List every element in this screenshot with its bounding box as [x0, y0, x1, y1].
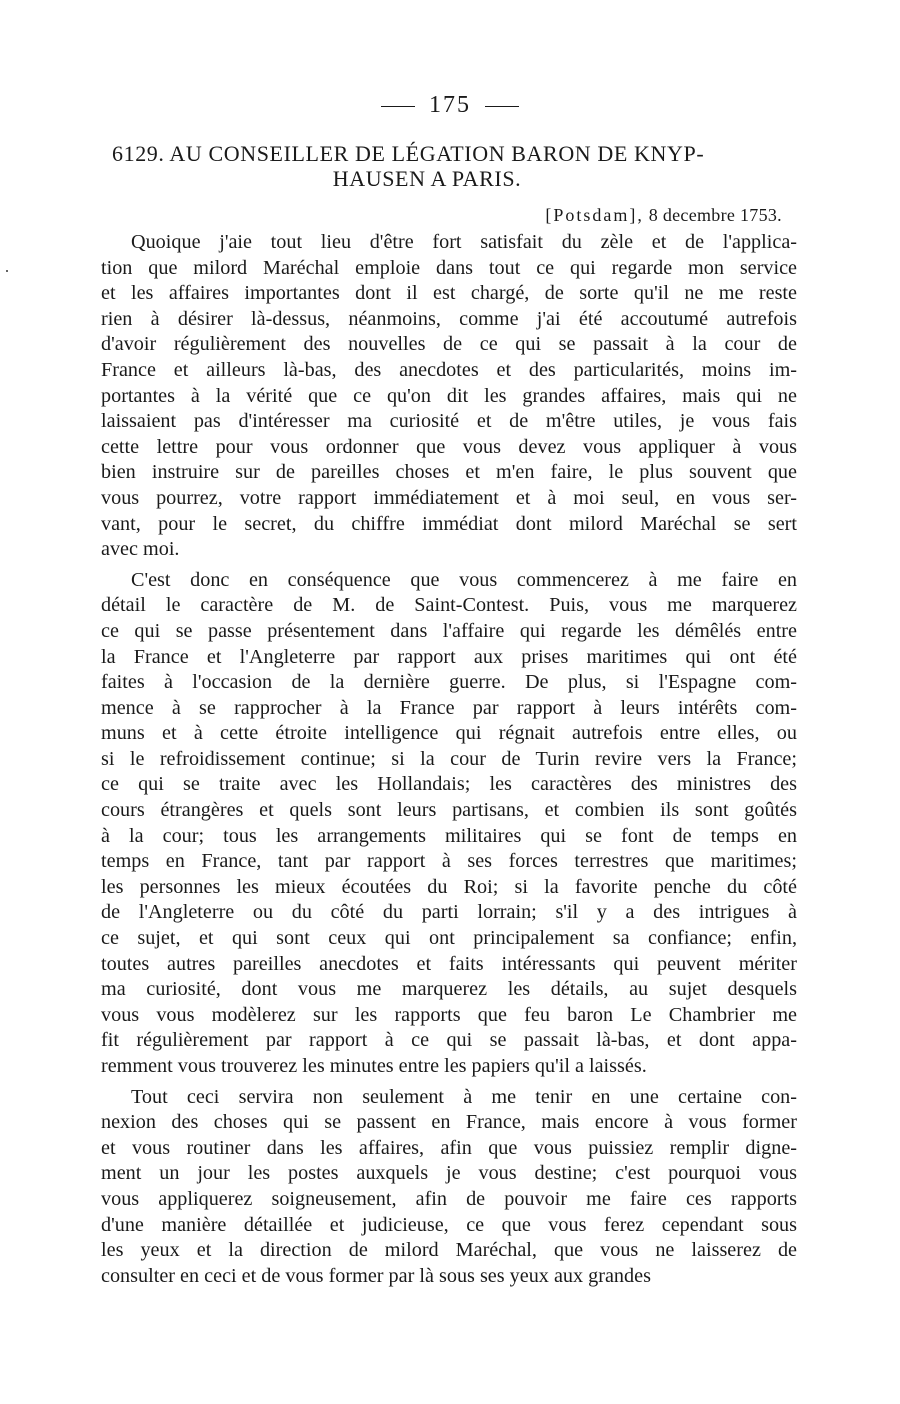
- dateline: [0, 205, 782, 226]
- text-line: de l'Angleterre ou du côté du parti lorrain; s'il y a des intrigues à: [101, 901, 797, 924]
- letter-body: [101, 230, 797, 1289]
- text-line: vous pourrez, votre rapport immédiatement et à moi seul, en vous ser-: [101, 486, 797, 509]
- page-number: [0, 92, 900, 119]
- text-line: fit régulièrement par rapport à ce qui se passait là-bas, et dont appa-: [101, 1029, 797, 1052]
- text-line: vous vous modèlerez sur les rapports que feu baron Le Chambrier me: [101, 1003, 797, 1026]
- text-line: ce sujet, et qui sont ceux qui ont principalement sa confiance; enfin,: [101, 927, 797, 950]
- folio-dash-right: [485, 106, 519, 107]
- dateline-date: 8 decembre 1753.: [648, 205, 782, 225]
- text-line: et vous routiner dans les affaires, afin que vous puissiez remplir digne-: [101, 1136, 797, 1159]
- text-line: remment vous trouverez les minutes entre les papiers qu'il a laissés.: [101, 1055, 647, 1077]
- text-line: les personnes les mieux écoutées du Roi; si la favorite penche du côté: [101, 875, 797, 898]
- margin-speck: [6, 270, 8, 272]
- text-line: si le refroidissement continue; si la cour de Turin revire vers la France;: [101, 747, 797, 770]
- text-line: consulter en ceci et de vous former par là sous ses yeux aux grandes: [101, 1264, 651, 1287]
- text-line: bien instruire sur de pareilles choses et m'en faire, le plus souvent que: [101, 461, 797, 484]
- text-line: C'est donc en conséquence que vous commencerez à me faire en: [131, 568, 797, 591]
- text-line: tion que milord Maréchal emploie dans tout ce qui regarde mon service: [101, 256, 797, 279]
- page-number-text: 175: [429, 92, 471, 118]
- text-line: Quoique j'aie tout lieu d'être fort satisfait du zèle et de l'applica-: [131, 231, 797, 253]
- text-line: toutes autres pareilles anecdotes et faits intéressants qui peuvent mériter: [101, 952, 797, 975]
- heading-line-2: HAUSEN A PARIS.: [332, 166, 522, 191]
- text-line: la France et l'Angleterre par rapport aux prises maritimes qui ont été: [101, 645, 797, 668]
- text-line: mence à se rapprocher à la France par rapport à leurs intérêts com-: [101, 696, 797, 719]
- text-line: avec moi.: [101, 538, 180, 561]
- folio-dash-left: [381, 106, 415, 107]
- dateline-place: [Potsdam],: [545, 205, 644, 225]
- text-line: d'une manière détaillée et judicieuse, ce que vous ferez cependant sous: [101, 1213, 797, 1236]
- paragraph: [101, 1085, 797, 1290]
- text-line: portantes à la vérité que ce qu'on dit les grandes affaires, mais qui ne: [101, 384, 797, 407]
- text-line: Tout ceci servira non seulement à me tenir en une certaine con-: [131, 1085, 797, 1108]
- paragraph: [101, 568, 797, 1080]
- text-line: ma curiosité, dont vous me marquerez les détails, au sujet desquels: [101, 978, 797, 1001]
- text-line: vant, pour le secret, du chiffre immédiat dont milord Maréchal se sert: [101, 512, 797, 535]
- text-line: les yeux et la direction de milord Maréchal, que vous ne laisserez de: [101, 1239, 797, 1262]
- letter-heading: [112, 141, 782, 191]
- text-line: et les affaires importantes dont il est chargé, de sorte qu'il ne me reste: [101, 282, 797, 305]
- text-line: laissaient pas d'intéresser ma curiosité et de m'être utiles, je vous fais: [101, 410, 797, 433]
- text-line: France et ailleurs là-bas, des anecdotes et des particularités, moins im-: [101, 358, 797, 381]
- text-line: ce qui se traite avec les Hollandais; les caractères des ministres des: [101, 773, 797, 796]
- text-line: cette lettre pour vous ordonner que vous devez vous appliquer à vous: [101, 435, 797, 458]
- text-line: faites à l'occasion de la dernière guerre. De plus, si l'Espagne com-: [101, 671, 797, 694]
- paragraph: [101, 230, 797, 563]
- text-line: d'avoir régulièrement des nouvelles de ce qui se passait à la cour de: [101, 333, 797, 356]
- text-line: rien à désirer là-dessus, néanmoins, comme j'ai été accoutumé autrefois: [101, 307, 797, 330]
- text-line: cours étrangères et quels sont leurs partisans, et combien ils sont goûtés: [101, 799, 797, 822]
- text-line: ce qui se passe présentement dans l'affaire qui regarde les démêlés entre: [101, 619, 797, 642]
- text-line: à la cour; tous les arrangements militaires qui se font de temps en: [101, 824, 797, 847]
- heading-line-1: 6129. AU CONSEILLER DE LÉGATION BARON DE KNYP-: [112, 141, 705, 166]
- text-line: temps en France, tant par rapport à ses forces terrestres que maritimes;: [101, 850, 797, 873]
- text-line: nexion des choses qui se passent en France, mais encore à vous former: [101, 1111, 797, 1134]
- text-line: muns et à cette étroite intelligence qui régnait autrefois entre elles, ou: [101, 722, 797, 745]
- text-line: vous appliquerez soigneusement, afin de pouvoir me faire ces rapports: [101, 1187, 797, 1210]
- text-line: détail le caractère de M. de Saint-Contest. Puis, vous me marquerez: [101, 594, 797, 617]
- text-line: ment un jour les postes auxquels je vous destine; c'est pourquoi vous: [101, 1162, 797, 1185]
